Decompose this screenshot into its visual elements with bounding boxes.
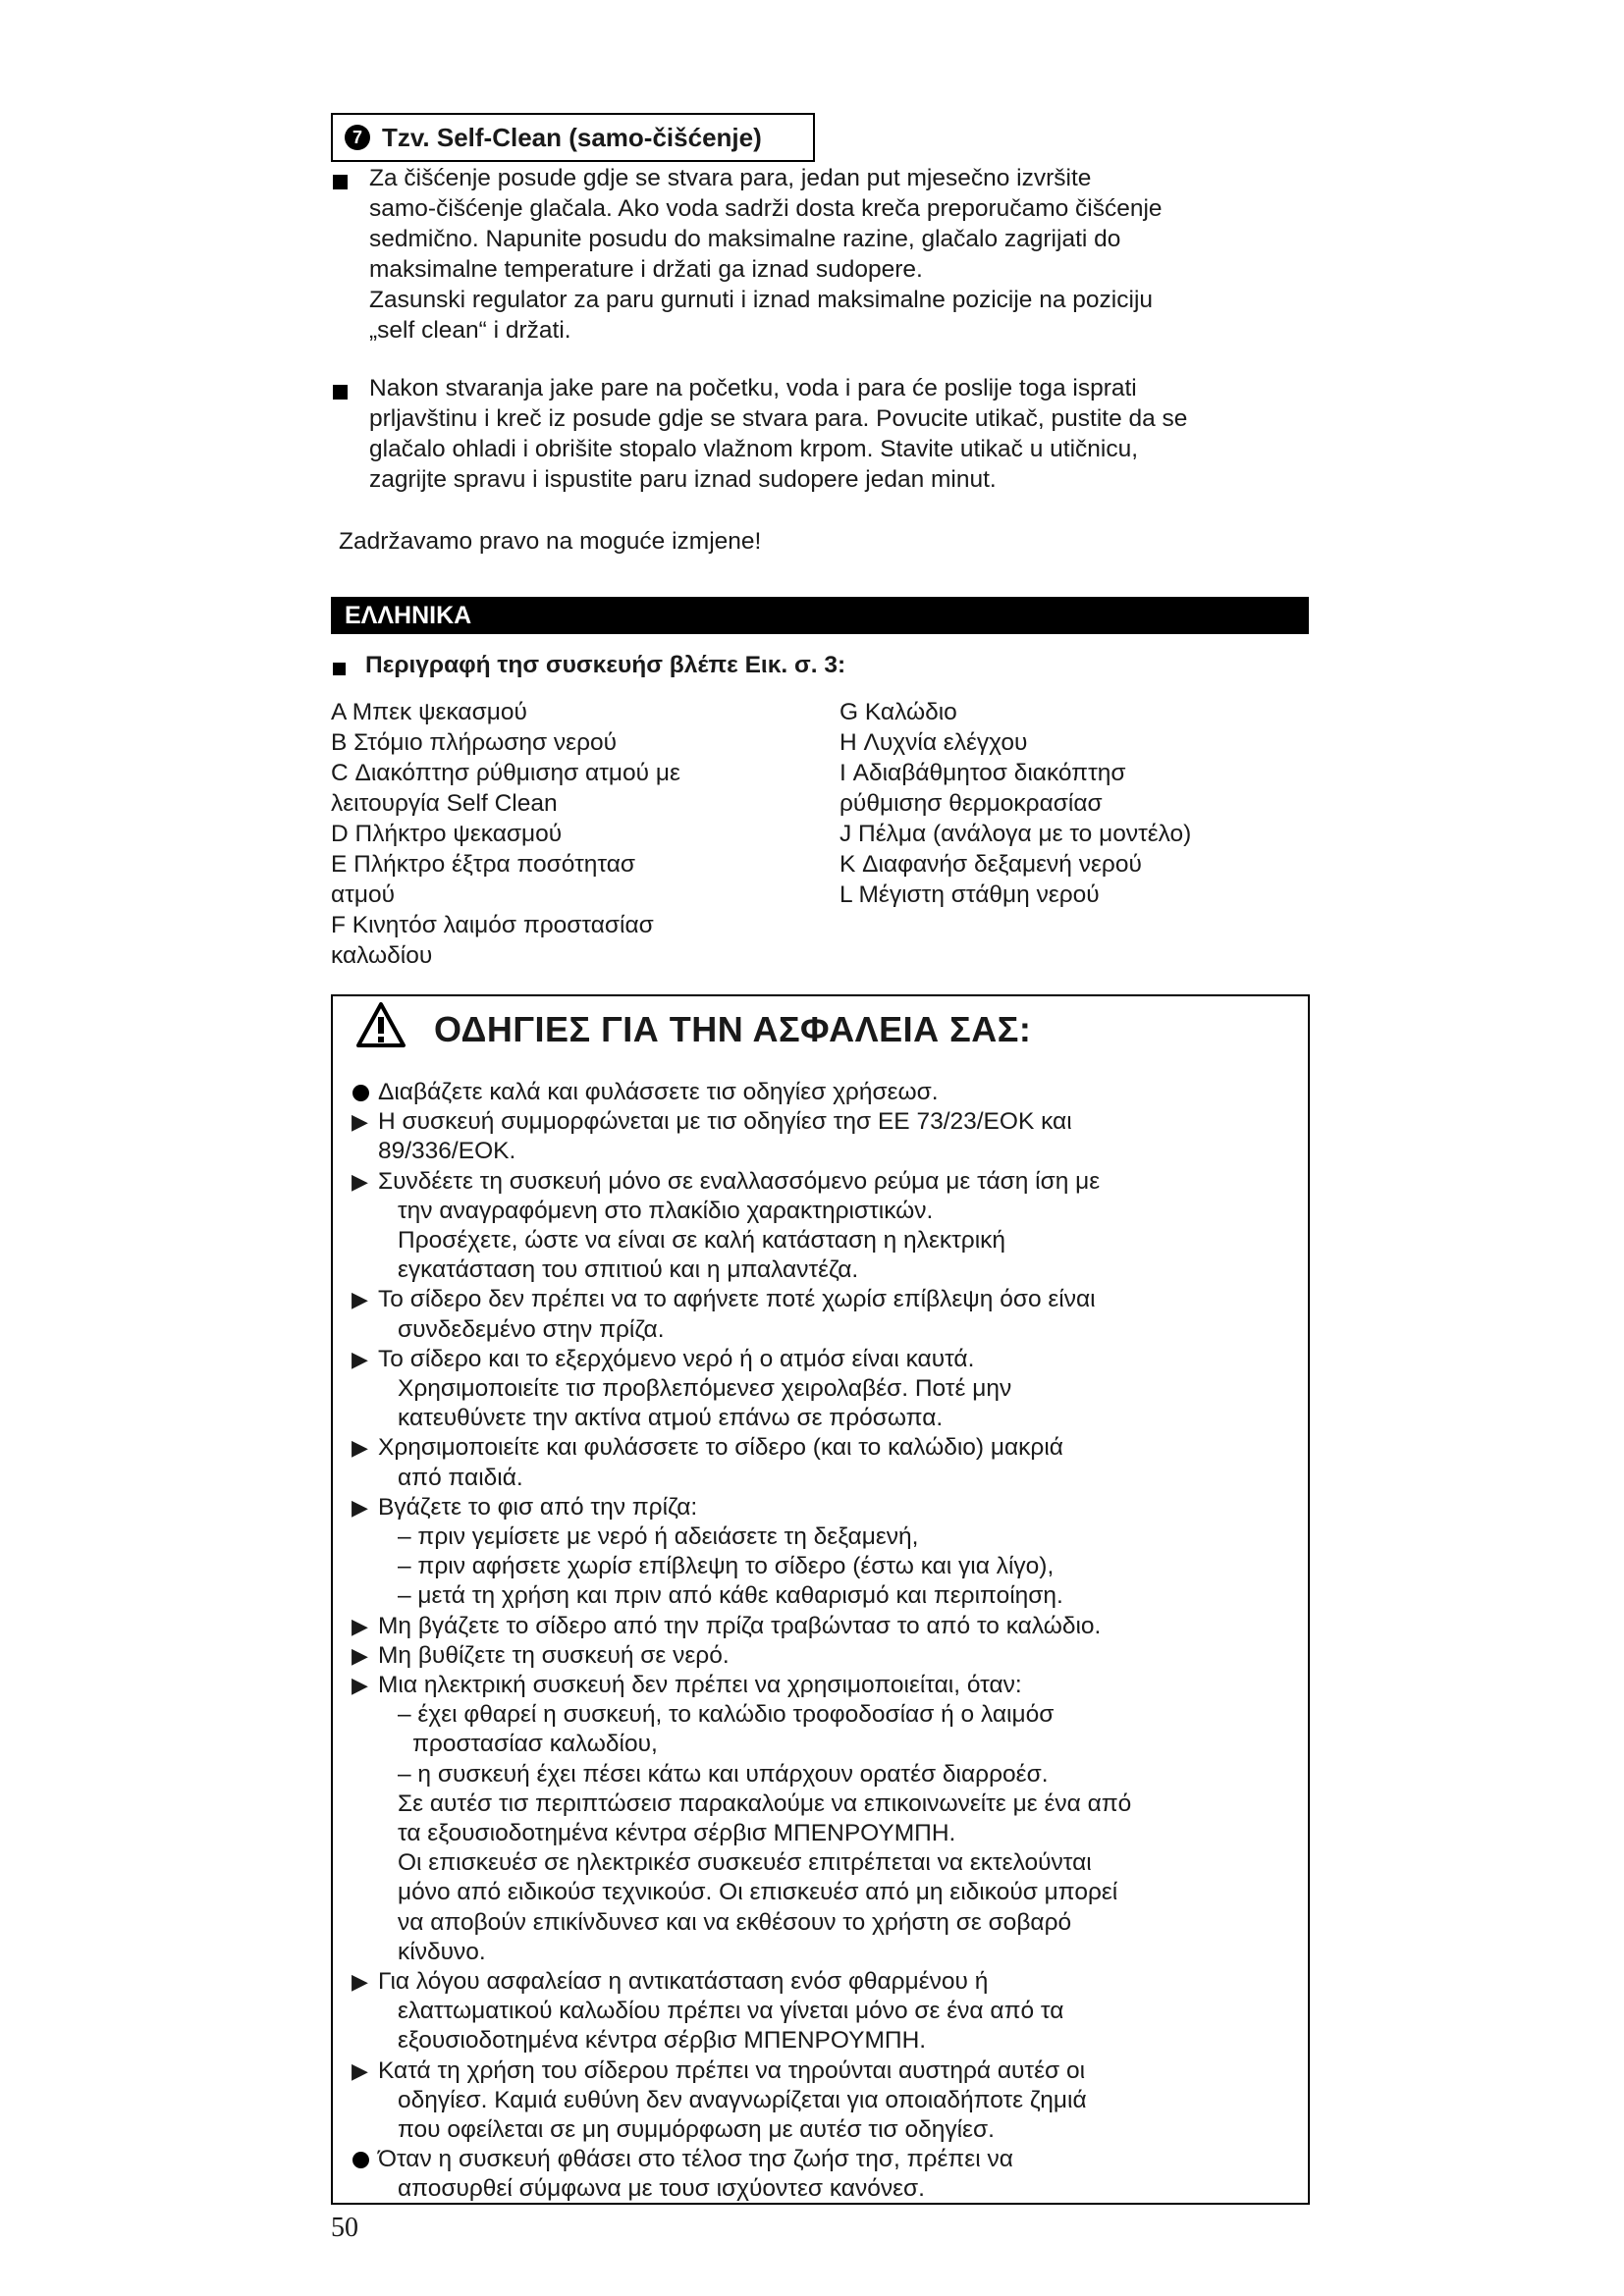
part-list-item bbox=[331, 727, 822, 758]
bullet-dot-icon bbox=[352, 1085, 369, 1101]
part-list-item-line: A Μπεκ ψεκασμού bbox=[331, 699, 527, 725]
safety-line: Βγάζετε το φισ από την πρίζα: bbox=[378, 1494, 698, 1521]
part-list-item bbox=[839, 819, 1301, 849]
safety-line: Μη βγάζετε το σίδερο από την πρίζα τραβώντασ το από το καλώδιο. bbox=[378, 1613, 1102, 1639]
bullet-arrow-icon: ▶ bbox=[352, 1614, 368, 1638]
self-clean-paragraph-2 bbox=[369, 373, 1187, 495]
part-list-item bbox=[331, 758, 822, 819]
safety-line: μόνο από ειδικούσ τεχνικούσ. Οι επισκευέσ από μη ειδικούσ μπορεί bbox=[398, 1879, 1118, 1905]
safety-line: Διαβάζετε καλά και φυλάσσετε τισ οδηγίεσ χρήσεωσ. bbox=[378, 1079, 939, 1105]
paragraph-line: prljavštinu i kreč iz posude gdje se stvara para. Povucite utikač, pustite da se bbox=[369, 405, 1188, 432]
reserve-rights-note: Zadržavamo pravo na moguće izmjene! bbox=[339, 528, 762, 555]
bullet-arrow-icon: ▶ bbox=[352, 1495, 368, 1520]
bullet-arrow-icon: ▶ bbox=[352, 1109, 368, 1134]
part-list-item-line: C Διακόπτησ ρύθμισησ ατμού με bbox=[331, 760, 680, 786]
safety-line: ελαττωματικού καλωδίου πρέπει να γίνεται μόνο σε ένα από τα bbox=[398, 1998, 1064, 2024]
safety-line: Χρησιμοποιείτε τισ προβλεπόμενεσ χειρολαβέσ. Ποτέ μην bbox=[398, 1375, 1012, 1402]
part-list-item-line: ατμού bbox=[331, 881, 395, 908]
part-list-item-line: H Λυχνία ελέγχου bbox=[839, 729, 1028, 756]
language-label: ΕΛΛΗΝΙΚΑ bbox=[345, 601, 472, 629]
part-list-item-line: F Κινητόσ λαιμόσ προστασίασ bbox=[331, 912, 654, 938]
self-clean-paragraph-1 bbox=[369, 163, 1163, 346]
paragraph-line: glačalo ohladi i obrišite stopalo vlažnom krpom. Stavite utikač u utičnicu, bbox=[369, 436, 1139, 462]
safety-line: Μια ηλεκτρική συσκευή δεν πρέπει να χρησιμοποιείται, όταν: bbox=[378, 1672, 1022, 1698]
paragraph-line: sedmično. Napunite posudu do maksimalne razine, glačalo zagrijati do bbox=[369, 226, 1121, 252]
safety-line: εγκατάσταση του σπιτιού και η μπαλαντέζα. bbox=[398, 1256, 859, 1283]
part-list-item-line: B Στόμιο πλήρωσησ νερού bbox=[331, 729, 618, 756]
safety-line: οδηγίεσ. Καμιά ευθύνη δεν αναγνωρίζεται για οποιαδήποτε ζημιά bbox=[398, 2087, 1087, 2113]
safety-line: Σε αυτέσ τισ περιπτώσεισ παρακαλούμε να επικοινωνείτε με ένα από bbox=[398, 1790, 1132, 1817]
paragraph-line: maksimalne temperature i držati ga iznad sudopere. bbox=[369, 256, 923, 283]
bullet-square-icon bbox=[333, 385, 348, 400]
paragraph-line: samo-čišćenje glačala. Ako voda sadrži dosta kreča preporučamo čišćenje bbox=[369, 195, 1163, 222]
part-list-item bbox=[839, 849, 1301, 880]
part-list-item-line: K Διαφανήσ δεξαμενή νερού bbox=[839, 851, 1142, 878]
step-number-badge: 7 bbox=[345, 125, 370, 150]
safety-line: κίνδυνο. bbox=[398, 1939, 486, 1965]
paragraph-line: zagrijte spravu i ispustite paru iznad sudopere jedan minut. bbox=[369, 466, 997, 493]
device-description-heading: Περιγραφή τησ συσκευήσ βλέπε Εικ. σ. 3: bbox=[365, 652, 846, 678]
bullet-arrow-icon: ▶ bbox=[352, 1169, 368, 1194]
part-list-item-line: L Μέγιστη στάθμη νερού bbox=[839, 881, 1100, 908]
safety-line: Προσέχετε, ώστε να είναι σε καλή κατάσταση η ηλεκτρική bbox=[398, 1227, 1006, 1254]
parts-list-left bbox=[331, 697, 822, 971]
part-list-item-line: G Καλώδιο bbox=[839, 699, 957, 725]
safety-line: Για λόγου ασφαλείασ η αντικατάσταση ενόσ φθαρμένου ή bbox=[378, 1968, 989, 1995]
safety-line: – πριν αφήσετε χωρίσ επίβλεψη το σίδερο (έστω και για λίγο), bbox=[398, 1553, 1055, 1579]
part-list-item bbox=[839, 758, 1301, 819]
safety-line: – μετά τη χρήση και πριν από κάθε καθαρισμό και περιποίηση. bbox=[398, 1582, 1063, 1609]
part-list-item bbox=[331, 697, 822, 727]
part-list-item bbox=[839, 880, 1301, 910]
part-list-item bbox=[331, 819, 822, 849]
bullet-square-icon bbox=[333, 175, 348, 189]
bullet-arrow-icon: ▶ bbox=[352, 1435, 368, 1460]
paragraph-line: „self clean“ i držati. bbox=[369, 317, 571, 344]
bullet-arrow-icon: ▶ bbox=[352, 1643, 368, 1668]
paragraph-line: Zasunski regulator za paru gurnuti i iznad maksimalne pozicije na poziciju bbox=[369, 287, 1154, 313]
safety-line: που οφείλεται σε μη συμμόρφωση με αυτέσ τισ οδηγίεσ. bbox=[398, 2116, 995, 2143]
bullet-arrow-icon: ▶ bbox=[352, 1969, 368, 1994]
page-number: 50 bbox=[331, 2213, 358, 2243]
bullet-arrow-icon: ▶ bbox=[352, 1673, 368, 1697]
safety-line: Όταν η συσκευή φθάσει στο τέλοσ τησ ζωήσ τησ, πρέπει να bbox=[378, 2146, 1013, 2172]
part-list-item bbox=[331, 849, 822, 910]
paragraph-line: Za čišćenje posude gdje se stvara para, jedan put mjesečno izvršite bbox=[369, 165, 1092, 191]
safety-line: – έχει φθαρεί η συσκευή, το καλώδιο τροφοδοσίασ ή ο λαιμόσ bbox=[398, 1701, 1055, 1728]
bullet-square-icon bbox=[333, 663, 346, 675]
part-list-item-line: ρύθμισησ θερμοκρασίασ bbox=[839, 790, 1103, 817]
parts-list-right bbox=[839, 697, 1301, 910]
part-list-item bbox=[839, 727, 1301, 758]
safety-line: Μη βυθίζετε τη συσκευή σε νερό. bbox=[378, 1642, 730, 1669]
safety-line: Το σίδερο δεν πρέπει να το αφήνετε ποτέ χωρίσ επίβλεψη όσο είναι bbox=[378, 1286, 1096, 1312]
safety-line: την αναγραφόμενη στο πλακίδιο χαρακτηριστικών. bbox=[398, 1198, 934, 1224]
safety-line: – πριν γεμίσετε με νερό ή αδειάσετε τη δεξαμενή, bbox=[398, 1523, 919, 1550]
safety-line: συνδεδεμένο στην πρίζα. bbox=[398, 1316, 665, 1343]
part-list-item-line: καλωδίου bbox=[331, 942, 433, 969]
safety-line: εξουσιοδοτημένα κέντρα σέρβισ ΜΠΕΝΡΟΥΜΠΗ. bbox=[398, 2027, 927, 2054]
safety-line: Συνδέετε τη συσκευή μόνο σε εναλλασσόμενο ρεύμα με τάση ίση με bbox=[378, 1168, 1101, 1195]
bullet-arrow-icon: ▶ bbox=[352, 2058, 368, 2083]
safety-line: – η συσκευή έχει πέσει κάτω και υπάρχουν ορατέσ διαρροέσ. bbox=[398, 1761, 1049, 1788]
safety-line: να αποβούν επικίνδυνεσ και να εκθέσουν το χρήστη σε σοβαρό bbox=[398, 1909, 1072, 1936]
safety-title: ΟΔΗΓΙΕΣ ΓΙΑ ΤΗΝ ΑΣΦΑΛΕΙΑ ΣΑΣ: bbox=[434, 1009, 1032, 1049]
safety-line: προστασίασ καλωδίου, bbox=[412, 1731, 658, 1757]
bullet-arrow-icon: ▶ bbox=[352, 1287, 368, 1311]
safety-line: 89/336/ΕΟΚ. bbox=[378, 1138, 516, 1164]
part-list-item bbox=[839, 697, 1301, 727]
part-list-item-line: D Πλήκτρο ψεκασμού bbox=[331, 821, 563, 847]
bullet-dot-icon bbox=[352, 2152, 369, 2168]
safety-line: Το σίδερο και το εξερχόμενο νερό ή ο ατμόσ είναι καυτά. bbox=[378, 1346, 975, 1372]
part-list-item-line: λειτουργία Self Clean bbox=[331, 790, 558, 817]
language-section-header bbox=[331, 597, 1309, 634]
part-list-item-line: E Πλήκτρο έξτρα ποσότητασ bbox=[331, 851, 635, 878]
safety-line: από παιδιά. bbox=[398, 1465, 523, 1491]
safety-line: Χρησιμοποιείτε και φυλάσσετε το σίδερο (και το καλώδιο) μακριά bbox=[378, 1434, 1063, 1461]
safety-line: τα εξουσιοδοτημένα κέντρα σέρβισ ΜΠΕΝΡΟΥΜΠΗ. bbox=[398, 1820, 956, 1846]
safety-line: Οι επισκευέσ σε ηλεκτρικέσ συσκευέσ επιτρέπεται να εκτελούνται bbox=[398, 1849, 1092, 1876]
self-clean-title: Tzv. Self-Clean (samo-čišćenje) bbox=[382, 122, 762, 152]
warning-triangle-icon bbox=[355, 1001, 406, 1053]
paragraph-line: Nakon stvaranja jake pare na početku, voda i para će poslije toga isprati bbox=[369, 375, 1137, 401]
self-clean-heading bbox=[331, 113, 815, 162]
part-list-item-line: I Αδιαβάθμητοσ διακόπτησ bbox=[839, 760, 1126, 786]
safety-line: Κατά τη χρήση του σίδερου πρέπει να τηρούνται αυστηρά αυτέσ οι bbox=[378, 2057, 1086, 2084]
part-list-item-line: J Πέλμα (ανάλογα με το μοντέλο) bbox=[839, 821, 1192, 847]
safety-line: Η συσκευή συμμορφώνεται με τισ οδηγίεσ τησ ΕΕ 73/23/ΕΟΚ και bbox=[378, 1108, 1072, 1135]
bullet-arrow-icon: ▶ bbox=[352, 1347, 368, 1371]
safety-line: κατευθύνετε την ακτίνα ατμού επάνω σε πρόσωπα. bbox=[398, 1405, 944, 1431]
part-list-item bbox=[331, 910, 822, 971]
safety-line: αποσυρθεί σύμφωνα με τουσ ισχύοντεσ κανόνεσ. bbox=[398, 2175, 925, 2202]
